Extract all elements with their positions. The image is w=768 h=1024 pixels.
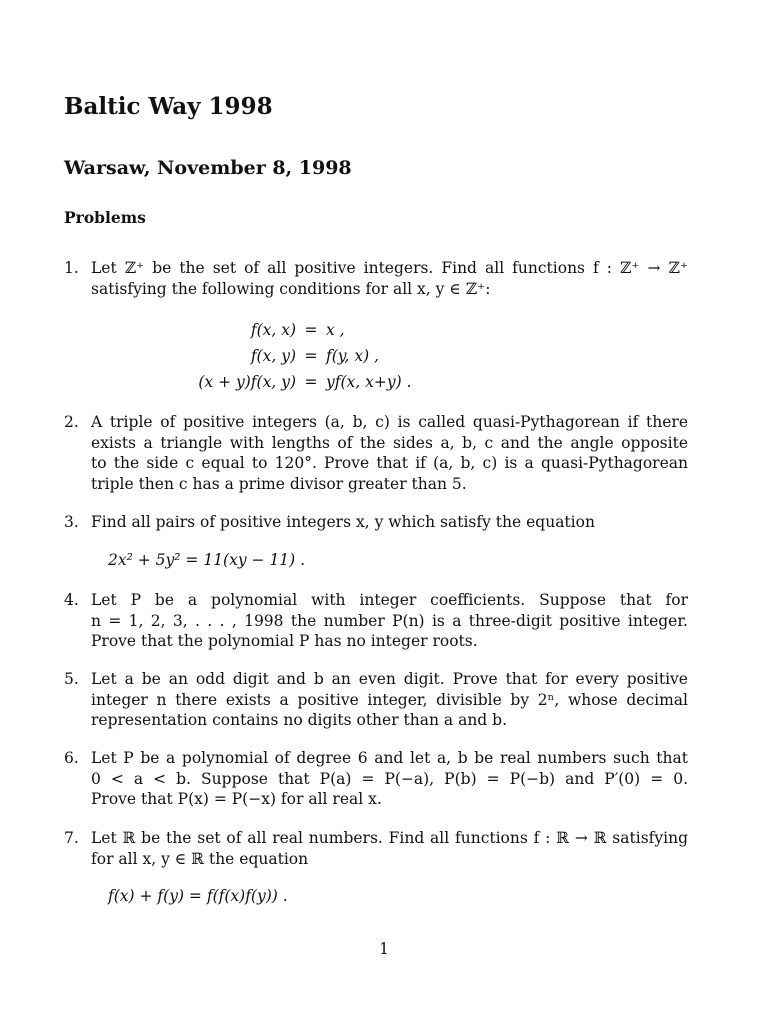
section-heading: Problems (64, 208, 146, 227)
problem-3 (64, 512, 688, 533)
problem-text (91, 748, 688, 810)
problem-text (91, 828, 688, 869)
problem-line: Let P be a polynomial of degree 6 and let a, b be real numbers such that (91, 749, 688, 767)
problem-line: Let a be an odd digit and b an even digit. Prove that for every positive (91, 670, 688, 688)
equation-system (108, 317, 412, 395)
problem-number: 2. (64, 413, 79, 431)
problem-4 (64, 590, 688, 652)
equation-row (108, 343, 412, 369)
page-number: 1 (379, 940, 389, 958)
equation-relation: = (304, 347, 318, 365)
problem-text (91, 412, 688, 494)
problem-7 (64, 828, 688, 869)
equation: 2x² + 5y² = 11(xy − 11) . (108, 551, 306, 569)
equation-rhs: f(y, x) , (326, 347, 379, 365)
problem-line: for all x, y ∈ ℝ the equation (91, 849, 309, 868)
equation-relation: = (304, 321, 318, 339)
problem-line: Let ℝ be the set of all real numbers. Find all functions f : ℝ → ℝ satisfying (91, 829, 688, 847)
problem-line: A triple of positive integers (a, b, c) is called quasi-Pythagorean if there (91, 413, 688, 431)
problem-line: integer n there exists a positive integer, divisible by 2ⁿ, whose decimal (91, 690, 688, 709)
equation-lhs: f(x, y) (250, 347, 296, 365)
problem-number: 7. (64, 829, 79, 847)
problem-number: 4. (64, 591, 79, 609)
equation-rhs: yf(x, x+y) . (326, 373, 412, 391)
problem-line: triple then c has a prime divisor greater than 5. (91, 474, 467, 493)
problem-2 (64, 412, 688, 494)
equation-row (108, 369, 412, 395)
equation-relation: = (304, 373, 318, 391)
problem-number: 1. (64, 259, 79, 277)
problem-number: 6. (64, 749, 79, 767)
problem-text (91, 590, 688, 652)
equation-row (108, 317, 412, 343)
problem-line: n = 1, 2, 3, . . . , 1998 the number P(n) is a three-digit positive integer. (91, 611, 688, 630)
problem-line: Find all pairs of positive integers x, y which satisfy the equation (91, 513, 595, 531)
equation: f(x) + f(y) = f(f(x)f(y)) . (108, 887, 288, 905)
document-subtitle: Warsaw, November 8, 1998 (64, 157, 352, 179)
problem-line: exists a triangle with lengths of the sides a, b, c and the angle opposite (91, 433, 688, 452)
document-title: Baltic Way 1998 (64, 93, 273, 120)
problem-line: Prove that the polynomial P has no integer roots. (91, 632, 478, 650)
problem-6 (64, 748, 688, 810)
problem-5 (64, 669, 688, 731)
problem-number: 5. (64, 670, 79, 688)
problem-line: 0 < a < b. Suppose that P(a) = P(−a), P(b) = P(−b) and P′(0) = 0. (91, 769, 688, 788)
problem-text (91, 669, 688, 731)
problem-line: Let P be a polynomial with integer coefficients. Suppose that for (91, 591, 688, 609)
equation-lhs: (x + y)f(x, y) (198, 373, 296, 391)
problem-line: representation contains no digits other than a and b. (91, 711, 507, 729)
equation-lhs: f(x, x) (250, 321, 296, 339)
equation-rhs: x , (326, 321, 345, 339)
problem-1 (64, 258, 688, 299)
problem-line: Prove that P(x) = P(−x) for all real x. (91, 790, 382, 808)
problem-line: Let ℤ⁺ be the set of all positive integers. Find all functions f : ℤ⁺ → ℤ⁺ (91, 259, 688, 277)
problem-line: satisfying the following conditions for all x, y ∈ ℤ⁺: (91, 279, 491, 298)
problem-line: to the side c equal to 120°. Prove that if (a, b, c) is a quasi-Pythagorean (91, 454, 688, 472)
problem-text (91, 258, 688, 299)
problem-number: 3. (64, 513, 79, 531)
problem-text (91, 512, 688, 533)
